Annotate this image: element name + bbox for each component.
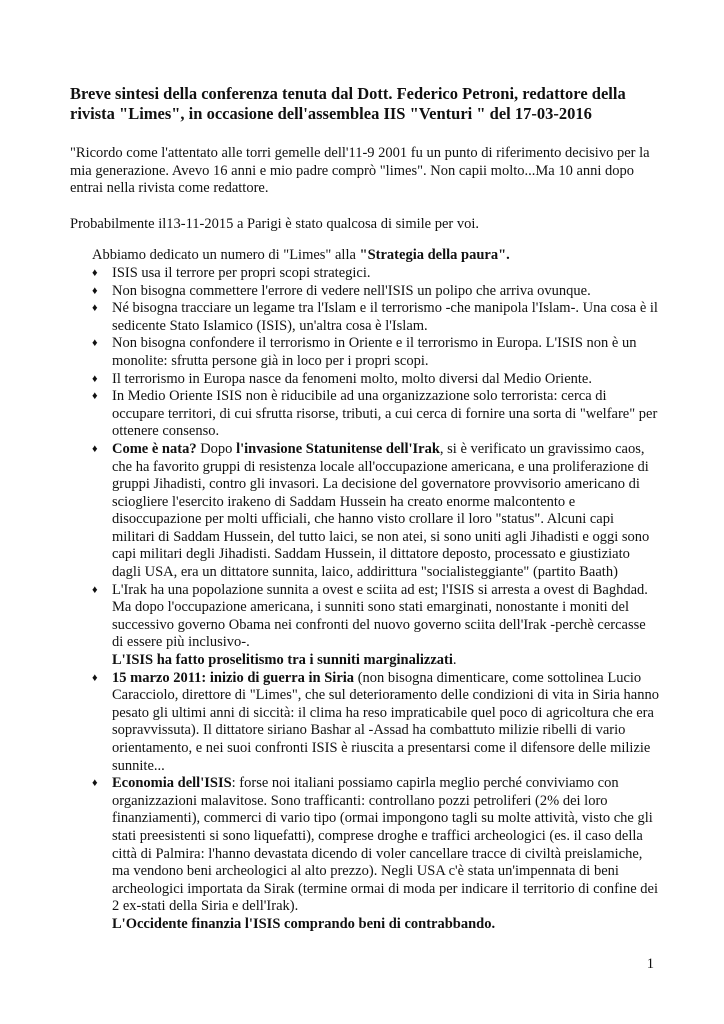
- bullet-text: , si è verificato un gravissimo caos, che ha favorito gruppi di resistenza locale all'occupazione americana, e una proliferazione di gruppi Jihadisti, contro gli invasori. La decisione del governatore provvisorio americano di sciogliere l'esercito irakeno di Saddam Hussein ha creato enorme malcontento e disoccupazione per molti ufficiali, che hanno visto crollare il loro "status". Alcuni capi militari di Saddam Hussein, del tutto laici, se non atei, si sono uniti agli Jihadisti e oggi sono capi militari degli Jihadisti. Saddam Hussein, il dittatore deposto, processato e giustiziato dagli USA, era un dittatore sunnita, laico, addirittura "socialisteggiante" (partito Baath): [112, 440, 650, 581]
- diamond-bullet-icon: ♦: [92, 583, 98, 596]
- list-item: [70, 670, 660, 776]
- bullet-text: (non bisogna dimenticare, come sottolinea Lucio Caracciolo, direttore di "Limes", che sul deterioramento delle condizioni di vita in Siria hanno pesato gli ultimi anni di siccità: il clima ha reso impraticabile quel poco di agricoltura che era sopravvissuta). Il dittatore siriano Bashar al -Assad ha combattuto milizie ribelli di vario orientamento, e nei suoi confronti ISIS è riuscita a presentarsi come il difensore delle milizie sunnite...: [112, 669, 659, 774]
- bullet-bold: Come è nata?: [112, 440, 197, 457]
- list-item: [70, 300, 660, 335]
- bullet-text: : forse noi italiani possiamo capirla meglio perché conviviamo con organizzazioni malavitose. Sono trafficanti: controllano pozzi petroliferi (2% dei loro finanziamenti), commerci di vario tipo (ormai impongono tagli su molte attività, visto che gli stati preesistenti si sono liquefatti), comprese droghe e traffici archeologici (es. il caso della città di Palmira: l'hanno devastata dicendo di voler cancellare tracce di civiltà preislamiche, ma vendono beni archeologici al alto prezzo). Negli USA c'è stata un'impennata di beni archeologici importata da Sirak (termine ormai di moda per indicare il territorio di confine dei 2 ex-stati della Siria e dell'Irak).: [112, 775, 658, 915]
- bullet-bold: Economia dell'ISIS: [112, 775, 232, 792]
- list-item: [70, 775, 660, 916]
- diamond-bullet-icon: ♦: [92, 302, 98, 315]
- list-item: [70, 265, 660, 283]
- list-item: [70, 582, 660, 652]
- bullet-text: Non bisogna confondere il terrorismo in Oriente e il terrorismo in Europa. L'ISIS non è un monolite: sfrutta persone già in loco per i propri scopi.: [112, 335, 637, 369]
- diamond-bullet-icon: ♦: [92, 284, 98, 297]
- bullet-text: ISIS usa il terrore per propri scopi strategici.: [112, 264, 371, 281]
- diamond-bullet-icon: ♦: [92, 777, 98, 790]
- bullet-text: Il terrorismo in Europa nasce da fenomeni molto, molto diversi dal Medio Oriente.: [112, 370, 592, 387]
- diamond-bullet-icon: ♦: [92, 337, 98, 350]
- emphasis-line: L'Occidente finanzia l'ISIS comprando beni di contrabbando.: [112, 915, 496, 932]
- document-title: Breve sintesi della conferenza tenuta dal Dott. Federico Petroni, redattore della rivista "Limes", in occasione dell'assemblea IIS "Venturi " del 17-03-2016: [70, 84, 626, 123]
- list-item: [70, 335, 660, 370]
- probabilmente-paragraph: Probabilmente il13-11-2015 a Parigi è stato qualcosa di simile per voi.: [70, 215, 480, 232]
- diamond-bullet-icon: ♦: [92, 390, 98, 403]
- list-item: [70, 283, 660, 301]
- intro-text: Abbiamo dedicato un numero di "Limes" alla: [92, 247, 360, 264]
- intro-bold: "Strategia della paura".: [359, 247, 510, 264]
- bullet-text: L'Irak ha una popolazione sunnita a ovest e sciita ad est; l'ISIS si arresta a ovest di Baghdad. Ma dopo l'occupazione americana, i sunniti sono stati emarginati, nonostante i moniti del successivo governo Obama nei confronti del nuovo governo sciita dell'Irak -perchè cercasse di essere più inclusivo-.: [112, 581, 648, 651]
- diamond-bullet-icon: ♦: [92, 266, 98, 279]
- bullet-text: Né bisogna tracciare un legame tra l'Islam e il terrorismo -che manipola l'Islam-. Una cosa è il sedicente Stato Islamico (ISIS), un'altra cosa è l'Islam.: [112, 300, 658, 334]
- bullet-text: Non bisogna commettere l'errore di vedere nell'ISIS un polipo che arriva ovunque.: [112, 282, 591, 299]
- page-number: 1: [646, 956, 654, 973]
- list-item: [70, 441, 660, 582]
- bullet-list-continued: [70, 670, 660, 916]
- bullet-text: In Medio Oriente ISIS non è riducibile ad una organizzazione solo terrorista: cerca di occupare territori, di cui sfrutta risorse, tributi, a cui cerca di fornire una sorta di "welfare" per ottenere consenso.: [112, 388, 658, 440]
- intro-paragraph: [92, 247, 660, 265]
- diamond-bullet-icon: ♦: [92, 671, 98, 684]
- bullet-bold: 15 marzo 2011: inizio di guerra in Siria: [112, 669, 355, 686]
- diamond-bullet-icon: ♦: [92, 442, 98, 455]
- bullet-text: Dopo: [196, 440, 237, 457]
- bullet-list: [70, 265, 660, 652]
- list-item: [70, 388, 660, 441]
- emphasis-line: [70, 652, 660, 670]
- diamond-bullet-icon: ♦: [92, 372, 98, 385]
- list-item: [70, 371, 660, 389]
- bullet-bold: l'invasione Statunitense dell'Irak: [236, 440, 440, 457]
- emphasis-text: L'ISIS ha fatto proselitismo tra i sunniti marginalizzati: [112, 652, 453, 669]
- quote-paragraph: "Ricordo come l'attentato alle torri gemelle dell'11-9 2001 fu un punto di riferimento decisivo per la mia generazione. Avevo 16 anni e mio padre comprò "limes". Non capii molto...Ma 10 anni dopo entrai nella rivista come redattore.: [70, 145, 650, 197]
- emphasis-end: .: [452, 652, 457, 669]
